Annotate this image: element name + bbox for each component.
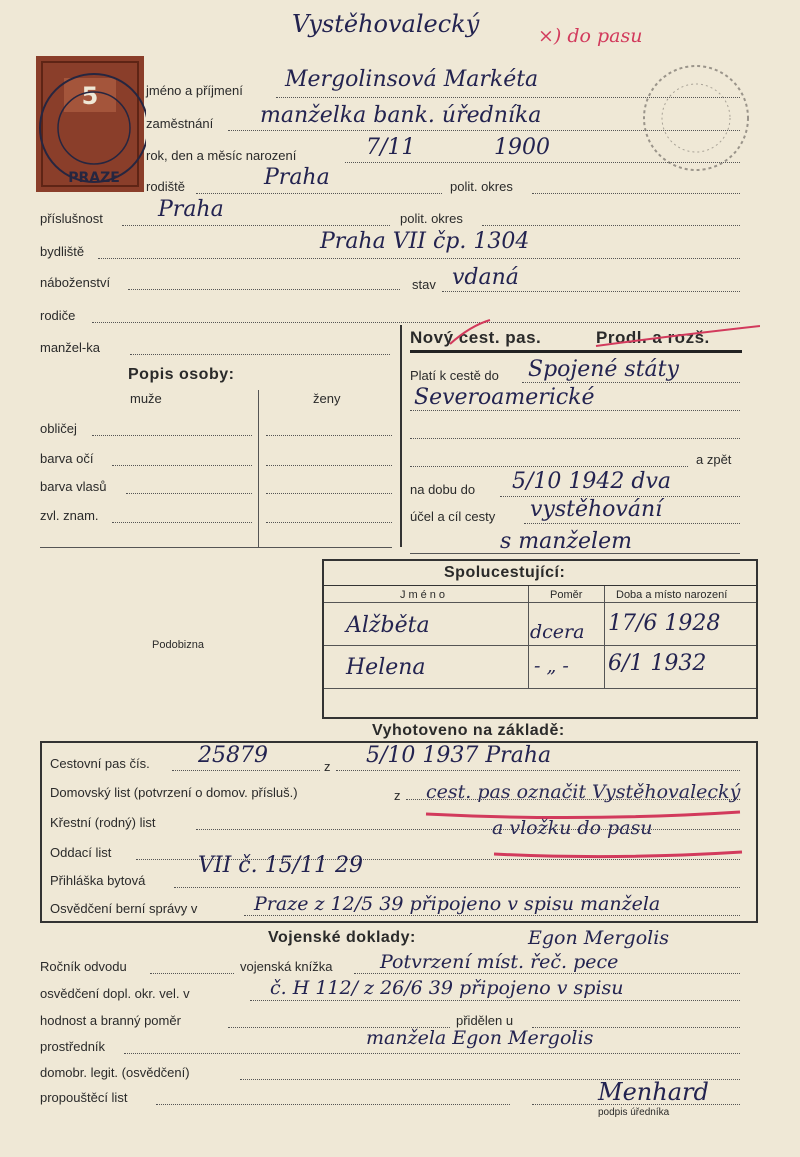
baptism-label: Křestní (rodný) list	[50, 815, 156, 830]
period-value: 5/10 1942 dva	[512, 469, 672, 494]
residence-line	[98, 258, 740, 259]
col-date-header: Doba a místo narození	[616, 589, 728, 601]
destination-line2-rule	[410, 410, 740, 411]
description-divider	[258, 390, 259, 548]
book-value: Potvrzení míst. řeč. pece	[380, 951, 619, 973]
birth-day-value: 7/11	[366, 135, 416, 160]
discharge-label: propouštěcí list	[40, 1090, 128, 1105]
draft-line	[150, 973, 234, 974]
handwritten-heading: Vystěhovalecký	[292, 10, 480, 38]
military-name-note: Egon Mergolis	[528, 927, 670, 949]
passport-z-label: z	[324, 759, 331, 774]
round-postmark	[640, 58, 752, 178]
passport-no-label: Cestovní pas čís.	[50, 756, 150, 771]
companions-row-rule-1	[324, 645, 756, 646]
cert-label: osvědčení dopl. okr. vel. v	[40, 986, 190, 1001]
legion-label: domobr. legit. (osvědčení)	[40, 1065, 190, 1080]
description-title: Popis osoby:	[128, 366, 235, 383]
tax-value: Praze z 12/5 39 připojeno v spisu manžela	[254, 893, 661, 915]
description-bottom-rule	[40, 547, 392, 548]
birth-year-value: 1900	[494, 135, 550, 160]
col-women-label: ženy	[313, 391, 341, 406]
middleman-line	[124, 1053, 740, 1054]
birthplace-value: Praha	[264, 165, 330, 190]
cert-line	[250, 1000, 740, 1001]
draft-label: Ročník odvodu	[40, 959, 127, 974]
occupation-line	[228, 130, 740, 131]
housing-label: Přihláška bytová	[50, 873, 146, 888]
signature-label: podpis úředníka	[598, 1107, 670, 1118]
birthplace-label: rodiště	[146, 179, 186, 194]
rank-label: hodnost a branný poměr	[40, 1013, 181, 1028]
status-line	[442, 291, 740, 292]
residence-label: bydliště	[40, 244, 85, 259]
spouse-line	[130, 354, 390, 355]
companions-header-rule	[324, 602, 756, 603]
marks-line-women	[266, 522, 392, 523]
new-passport-label: Nový cest. pas.	[410, 328, 542, 347]
citizenship-value: Praha	[158, 197, 224, 222]
passport-date-line	[336, 770, 740, 771]
purpose-line1: vystěhování	[530, 497, 663, 522]
face-line-men	[92, 435, 252, 436]
companion-2-name: Helena	[346, 655, 426, 680]
residence-value: Praha VII čp. 1304	[320, 229, 530, 254]
district-label: polit. okres	[450, 179, 513, 194]
companion-1-name: Alžběta	[346, 613, 430, 638]
red-note-line2: a vložku do pasu	[492, 817, 653, 839]
companions-title-rule	[324, 585, 756, 586]
district-line	[532, 193, 740, 194]
face-label: obličej	[40, 421, 77, 436]
extend-passport-label: Prodl. a rozš.	[596, 328, 710, 347]
hair-line-women	[266, 493, 392, 494]
companion-2-relation: - „ -	[534, 655, 569, 677]
destination-line3-rule	[410, 438, 740, 439]
passport-date-value: 5/10 1937 Praha	[366, 743, 552, 768]
citizenship-label: příslušnost	[40, 211, 103, 226]
military-title: Vojenské doklady:	[268, 929, 416, 946]
marks-label: zvl. znam.	[40, 508, 99, 523]
return-line	[410, 466, 688, 467]
eyes-line-women	[266, 465, 392, 466]
passport-heading-rule	[410, 350, 742, 353]
hair-line-men	[126, 493, 252, 494]
district2-label: polit. okres	[400, 211, 463, 226]
parents-label: rodiče	[40, 308, 76, 323]
marks-line-men	[112, 522, 252, 523]
face-line-women	[266, 435, 392, 436]
col-men-label: muže	[130, 391, 162, 406]
baptism-line	[196, 829, 740, 830]
svg-text:5: 5	[81, 82, 99, 110]
district2-line	[482, 225, 740, 226]
domicile-z-label: z	[394, 788, 401, 803]
tax-label: Osvědčení berní správy v	[50, 901, 198, 916]
purpose-label: účel a cíl cesty	[410, 509, 496, 524]
discharge-line	[156, 1104, 510, 1105]
purpose-bottom-rule	[410, 553, 740, 554]
destination-line1: Spojené státy	[528, 357, 679, 382]
domicile-label: Domovský list (potvrzení o domov. přísluš.)	[50, 785, 298, 800]
hair-label: barva vlasů	[40, 479, 107, 494]
birth-label: rok, den a měsíc narození	[146, 148, 297, 163]
middleman-value: manžela Egon Mergolis	[366, 1027, 594, 1049]
red-note-line1: cest. pas označit Vystěhovalecký	[426, 781, 741, 803]
red-correction-note: ×) do pasu	[538, 25, 643, 47]
eyes-label: barva očí	[40, 451, 94, 466]
revenue-stamp	[34, 56, 146, 194]
companion-1-relation: dcera	[530, 621, 585, 643]
birth-line	[345, 162, 740, 163]
name-line	[276, 97, 740, 98]
name-label: jméno a příjmení	[146, 83, 243, 98]
book-label: vojenská knížka	[240, 959, 333, 974]
assigned-label: přidělen u	[456, 1013, 514, 1028]
official-signature: Menhard	[598, 1078, 709, 1106]
red-strike-passport	[410, 318, 760, 354]
status-label: stav	[412, 277, 436, 292]
birthplace-line	[196, 193, 442, 194]
name-value: Mergolinsová Markéta	[285, 67, 539, 92]
passport-no-line	[172, 770, 320, 771]
citizenship-line	[122, 225, 390, 226]
col-name-header: Jméno	[400, 589, 449, 601]
svg-text:PRAZE: PRAZE	[68, 170, 120, 186]
basis-title: Vyhotoveno na základě:	[372, 722, 565, 739]
companion-1-date: 17/6 1928	[608, 611, 721, 636]
occupation-value: manželka bank. úředníka	[260, 103, 542, 128]
col-relation-header: Poměr	[550, 589, 583, 601]
companions-title: Spolucestující:	[444, 564, 566, 581]
religion-line	[128, 289, 400, 290]
eyes-line-men	[112, 465, 252, 466]
valid-label: Platí k cestě do	[410, 368, 499, 383]
purpose-line2: s manželem	[500, 529, 632, 554]
marriage-label: Oddací list	[50, 845, 112, 860]
occupation-label: zaměstnání	[146, 116, 214, 131]
photo-label: Podobizna	[152, 639, 204, 651]
housing-line	[174, 887, 740, 888]
middleman-label: prostředník	[40, 1039, 106, 1054]
companions-col-rule-1	[528, 586, 529, 688]
housing-value: VII č. 15/11 29	[198, 853, 363, 878]
passport-no-value: 25879	[198, 743, 268, 768]
spouse-label: manžel-ka	[40, 340, 100, 355]
destination-line2: Severoamerické	[414, 385, 595, 410]
return-label: a zpět	[696, 452, 732, 467]
companion-2-date: 6/1 1932	[608, 651, 707, 676]
purpose-line	[524, 523, 740, 524]
status-value: vdaná	[452, 265, 519, 290]
section-divider	[400, 325, 402, 547]
valid-line	[522, 382, 740, 383]
companions-row-rule-2	[324, 688, 756, 689]
religion-label: náboženství	[40, 275, 111, 290]
period-label: na dobu do	[410, 482, 476, 497]
cert-value: č. H 112/ z 26/6 39 připojeno v spisu	[270, 977, 624, 999]
companions-col-rule-2	[604, 586, 605, 688]
